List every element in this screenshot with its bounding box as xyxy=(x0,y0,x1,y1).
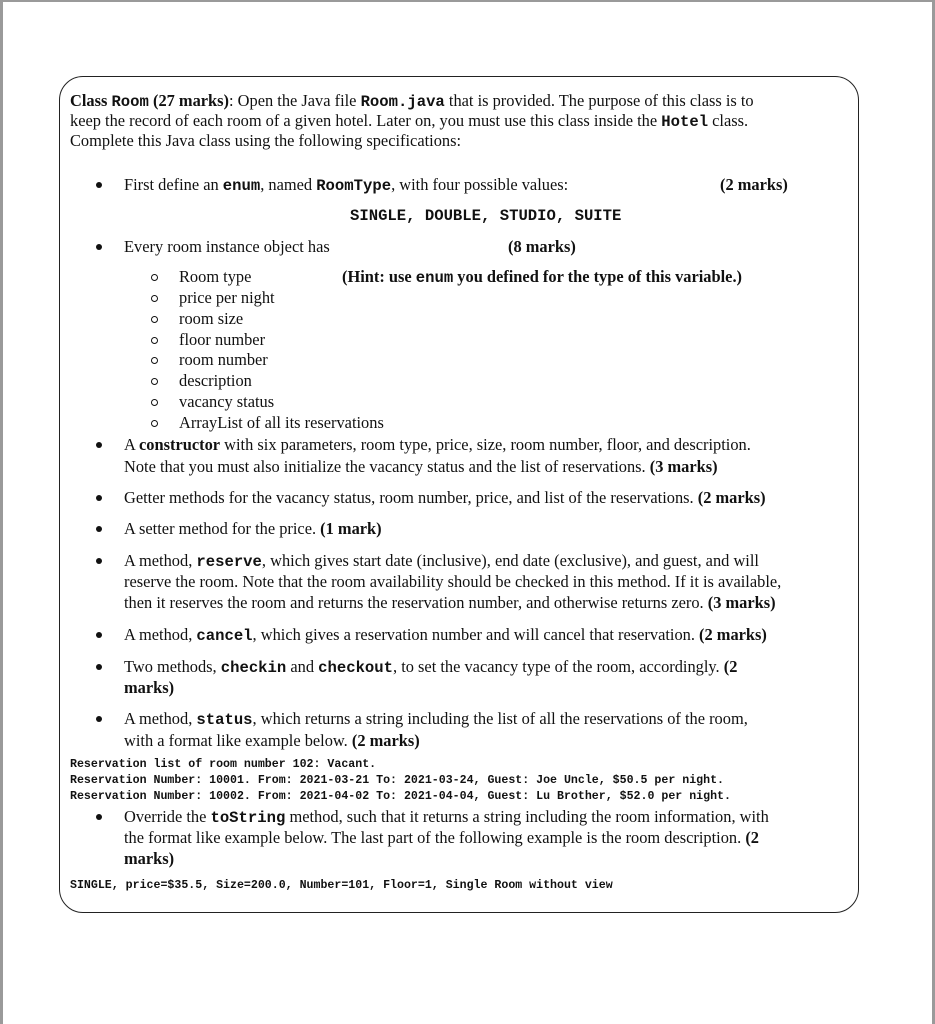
ctor-marks: (3 marks) xyxy=(649,457,718,476)
field-item: vacancy status xyxy=(179,392,275,411)
instance-hint xyxy=(342,267,742,288)
ctor-text-c: Note that you must also initialize the vacancy status and the list of reservations. xyxy=(124,457,650,476)
enum-name: RoomType xyxy=(316,177,392,195)
status-item xyxy=(124,709,748,730)
cancel-text-b: , which gives a reservation number and will cancel that reservation. xyxy=(252,625,700,644)
field-item: description xyxy=(179,371,252,390)
checkin-text-a: Two methods, xyxy=(124,657,221,676)
field-item: ArrayList of all its reservations xyxy=(179,413,384,432)
tostring-text-c: the format like example below. The last part of the following example is the room description. xyxy=(124,828,746,847)
intro-line-3: Complete this Java class using the following specifications: xyxy=(70,131,462,150)
reserve-text-a: A method, xyxy=(124,551,197,570)
sub-bullet-icon xyxy=(151,274,158,281)
intro-file-name: Room.java xyxy=(360,93,445,111)
status-example-line: Reservation Number: 10001. From: 2021-03-21 To: 2021-03-24, Guest: Joe Uncle, $50.5 per night. xyxy=(70,774,724,787)
getter-marks: (2 marks) xyxy=(697,488,766,507)
ctor-text-a: A xyxy=(124,435,140,454)
checkout-keyword: checkout xyxy=(318,659,394,677)
checkin-marks-a: (2 xyxy=(723,657,738,676)
field-item: Room type xyxy=(179,267,252,286)
reserve-keyword: reserve xyxy=(196,553,262,571)
sub-bullet-icon xyxy=(151,399,158,406)
instance-item: Every room instance object has xyxy=(124,237,330,256)
field-item: room number xyxy=(179,350,268,369)
field-item: price per night xyxy=(179,288,275,307)
hint-keyword: enum xyxy=(415,269,454,287)
reserve-line-2: reserve the room. Note that the room availability should be checked in this method. If it is available, xyxy=(124,572,782,591)
ctor-item xyxy=(124,435,751,455)
sub-bullet-icon xyxy=(151,316,158,323)
instance-marks: (8 marks) xyxy=(508,237,576,256)
setter-text: A setter method for the price. xyxy=(124,519,321,538)
getter-text: Getter methods for the vacancy status, room number, price, and list of the reservations. xyxy=(124,488,698,507)
tostring-marks-a: (2 xyxy=(745,828,759,847)
bullet-icon xyxy=(96,664,102,670)
enum-marks: (2 marks) xyxy=(720,175,788,194)
bullet-icon xyxy=(96,244,102,250)
sub-bullet-icon xyxy=(151,295,158,302)
enum-values: SINGLE, DOUBLE, STUDIO, SUITE xyxy=(350,207,622,225)
status-keyword: status xyxy=(196,711,253,729)
checkin-keyword: checkin xyxy=(220,659,287,677)
enum-text-a: First define an xyxy=(124,175,223,194)
status-text-a: A method, xyxy=(124,709,197,728)
field-item: floor number xyxy=(179,330,266,349)
setter-marks: (1 mark) xyxy=(320,519,382,538)
ctor-line-2 xyxy=(124,457,718,477)
tostring-keyword: toString xyxy=(210,809,286,827)
sub-bullet-icon xyxy=(151,357,158,364)
enum-text-c: , with four possible values: xyxy=(391,175,569,194)
tostring-example: SINGLE, price=$35.5, Size=200.0, Number=101, Floor=1, Single Room without view xyxy=(70,879,613,892)
checkin-text-and: and xyxy=(286,657,319,676)
intro-text-d: class. xyxy=(708,111,749,130)
bullet-icon xyxy=(96,632,102,638)
tostring-text-a: Override the xyxy=(124,807,211,826)
status-text-b: , which returns a string including the list of all the reservations of the room, xyxy=(252,709,748,728)
sub-bullet-icon xyxy=(151,420,158,427)
intro-marks: (27 marks) xyxy=(148,91,230,110)
ctor-keyword: constructor xyxy=(139,435,221,454)
bullet-icon xyxy=(96,526,102,532)
intro-text-c: keep the record of each room of a given hotel. Later on, you must use this class inside the xyxy=(70,111,662,130)
intro-line-2 xyxy=(70,111,748,132)
reserve-item xyxy=(124,551,759,572)
intro-line-1 xyxy=(70,91,754,112)
field-item: room size xyxy=(179,309,244,328)
cancel-item xyxy=(124,625,767,646)
checkin-text-b: , to set the vacancy type of the room, accordingly. xyxy=(393,657,724,676)
intro-text-b: that is provided. The purpose of this class is to xyxy=(444,91,754,110)
status-example-line: Reservation list of room number 102: Vacant. xyxy=(70,758,377,771)
setter-item xyxy=(124,519,382,539)
reserve-line-3 xyxy=(124,593,776,613)
status-text-c: with a format like example below. xyxy=(124,731,352,750)
reserve-text-c: then it reserves the room and returns the reservation number, and otherwise returns zero. xyxy=(124,593,708,612)
status-example-line: Reservation Number: 10002. From: 2021-04-02 To: 2021-04-04, Guest: Lu Brother, $52.0 per night. xyxy=(70,790,731,803)
sub-bullet-icon xyxy=(151,337,158,344)
intro-prefix: Class xyxy=(70,91,112,110)
checkin-marks-b: marks) xyxy=(124,678,175,697)
enum-text-b: , named xyxy=(260,175,317,194)
status-marks: (2 marks) xyxy=(351,731,420,750)
getter-item xyxy=(124,488,766,508)
hint-text-b: you defined for the type of this variable.) xyxy=(453,267,742,286)
bullet-icon xyxy=(96,716,102,722)
hint-text-a: (Hint: use xyxy=(342,267,416,286)
cancel-marks: (2 marks) xyxy=(699,625,767,644)
bullet-icon xyxy=(96,814,102,820)
bullet-icon xyxy=(96,558,102,564)
tostring-text-b: method, such that it returns a string including the room information, with xyxy=(285,807,769,826)
tostring-marks-b: marks) xyxy=(124,849,175,868)
status-line-2 xyxy=(124,731,420,751)
bullet-icon xyxy=(96,442,102,448)
checkin-item xyxy=(124,657,737,678)
enum-item xyxy=(124,175,568,196)
tostring-item xyxy=(124,807,769,828)
cancel-keyword: cancel xyxy=(196,627,253,645)
reserve-marks: (3 marks) xyxy=(707,593,776,612)
intro-hotel-class: Hotel xyxy=(661,113,709,131)
cancel-text-a: A method, xyxy=(124,625,197,644)
bullet-icon xyxy=(96,495,102,501)
sub-bullet-icon xyxy=(151,378,158,385)
bullet-icon xyxy=(96,182,102,188)
intro-text-a: : Open the Java file xyxy=(229,91,361,110)
enum-keyword: enum xyxy=(222,177,261,195)
intro-class-name: Room xyxy=(111,93,149,111)
ctor-text-b: with six parameters, room type, price, size, room number, floor, and description. xyxy=(220,435,751,454)
tostring-line-2 xyxy=(124,828,759,848)
reserve-text-b: , which gives start date (inclusive), end date (exclusive), and guest, and will xyxy=(261,551,759,570)
